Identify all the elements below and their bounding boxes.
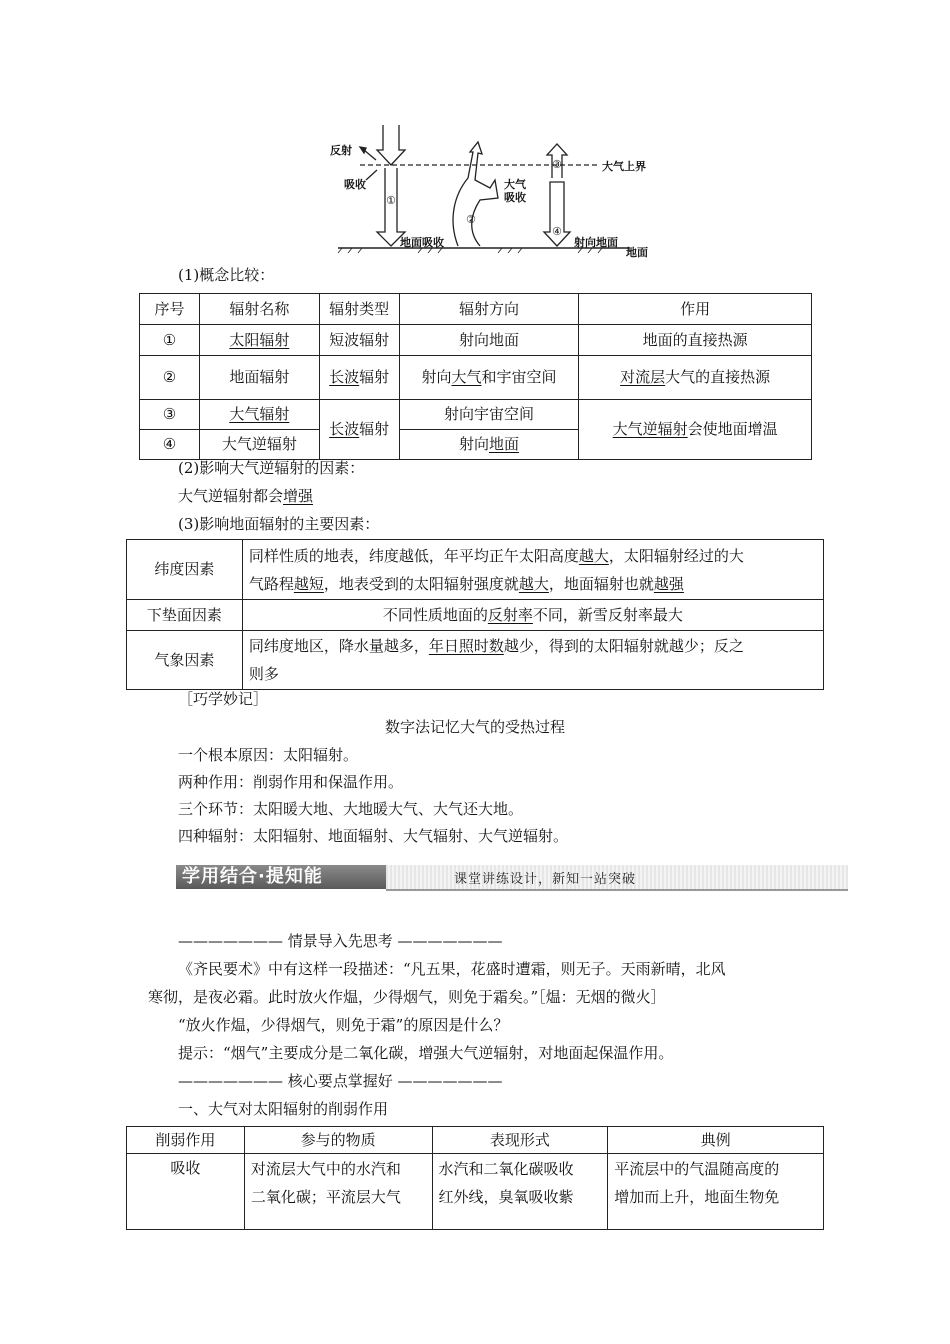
header-cell: 辐射名称 bbox=[199, 294, 319, 325]
table-cell: 地面辐射 bbox=[199, 356, 319, 400]
label-atmos-top: 大气上界 bbox=[602, 160, 646, 173]
underlined-answer: 地面 bbox=[488, 435, 519, 453]
table-cell: 水汽和二氧化碳吸收 红外线，臭氧吸收紫 bbox=[432, 1154, 608, 1230]
banner-title: 学用结合·提知能 bbox=[176, 865, 386, 889]
ground-radiation-factors-table bbox=[126, 539, 824, 690]
reflect-arrow bbox=[364, 150, 376, 160]
table-cell: 短波辐射 bbox=[319, 325, 399, 356]
label-n2: ② bbox=[466, 213, 476, 226]
section-1-heading: (1)概念比较： bbox=[178, 266, 275, 284]
scene-hint: 提示：“烟气”主要成分是二氧化碳，增强大气逆辐射，对地面起保温作用。 bbox=[178, 1044, 674, 1062]
banner-subtitle: 课堂讲练设计，新知一站突破 bbox=[454, 872, 637, 887]
label-absorb: 吸收 bbox=[344, 178, 366, 191]
cell-text: 辐射 bbox=[359, 368, 390, 386]
header-cell: 表现形式 bbox=[432, 1127, 608, 1154]
table-cell: 平流层中的气温随高度的 增加而上升，地面生物免 bbox=[608, 1154, 824, 1230]
table-cell: 对流层大气中的水汽和 二氧化碳；平流层大气 bbox=[244, 1154, 432, 1230]
table-cell bbox=[199, 325, 319, 356]
label-atmos-absorb-1: 大气 bbox=[504, 178, 526, 191]
header-cell: 辐射类型 bbox=[319, 294, 399, 325]
table-row bbox=[140, 325, 812, 356]
tip-line: 一个根本原因：太阳辐射。 bbox=[178, 746, 359, 764]
label-ground: 地面 bbox=[626, 246, 648, 259]
cell-text: 射向 bbox=[458, 435, 489, 453]
table-cell: ④ bbox=[140, 430, 200, 460]
atmosphere-heating-diagram bbox=[330, 120, 660, 260]
table-cell: ③ bbox=[140, 400, 200, 430]
table-row bbox=[127, 631, 824, 690]
section-2-heading: (2)影响大气逆辐射的因素： bbox=[178, 459, 365, 477]
table-row bbox=[127, 540, 824, 600]
tip-line: 三个环节：太阳暖大地、大地暖大气、大气还大地。 bbox=[178, 800, 524, 818]
table-cell bbox=[579, 400, 812, 460]
table-cell bbox=[319, 356, 399, 400]
table-cell: 射向宇宙空间 bbox=[399, 400, 579, 430]
section-3-heading: (3)影响地面辐射的主要因素： bbox=[178, 515, 380, 533]
table-cell: 射向地面 bbox=[399, 325, 579, 356]
header-cell: 参与的物质 bbox=[244, 1127, 432, 1154]
radiation-comparison-table bbox=[139, 293, 812, 460]
header-cell: 典例 bbox=[608, 1127, 824, 1154]
solar-incoming-arrow bbox=[377, 125, 405, 165]
label-n3: ③ bbox=[552, 158, 562, 171]
solar-radiation-arrow bbox=[377, 168, 405, 246]
underlined-answer: 长波 bbox=[329, 420, 360, 438]
underlined-answer: 对流层 bbox=[620, 368, 666, 386]
table-row bbox=[140, 356, 812, 400]
cell-text: 大气的直接热源 bbox=[665, 368, 771, 386]
weakening-effect-table bbox=[126, 1126, 824, 1230]
table-cell: 大气逆辐射 bbox=[199, 430, 319, 460]
tip-line: 两种作用：削弱作用和保温作用。 bbox=[178, 773, 404, 791]
answer-text: 大气逆辐射都会 bbox=[178, 487, 284, 505]
factor-description: 同样性质的地表，纬度越低，年平均正午太阳高度越大，太阳辐射经过的大 气路程越短，地表受到的太阳辐射强度就越大，地面辐射也就越强 bbox=[242, 540, 823, 600]
label-reflect: 反射 bbox=[330, 144, 352, 157]
ground-radiation-arrow bbox=[453, 142, 498, 246]
section-banner bbox=[176, 863, 848, 889]
label-atmos-absorb-2: 吸收 bbox=[504, 191, 526, 204]
underlined-answer: 太阳辐射 bbox=[229, 330, 290, 349]
header-cell: 削弱作用 bbox=[127, 1127, 245, 1154]
factor-label: 纬度因素 bbox=[127, 540, 243, 600]
table-cell bbox=[399, 430, 579, 460]
factor-description: 同纬度地区，降水量越多，年日照时数越少，得到的太阳辐射就越少；反之 则多 bbox=[242, 631, 823, 690]
cell-text: 会使地面增温 bbox=[687, 420, 778, 438]
table-row bbox=[127, 600, 824, 631]
absorb-arrow bbox=[366, 170, 377, 180]
table-cell: ① bbox=[140, 325, 200, 356]
tip-title: 数字法记忆大气的受热过程 bbox=[384, 718, 565, 736]
table-cell bbox=[399, 356, 579, 400]
factor-label: 气象因素 bbox=[127, 631, 243, 690]
table-header-row bbox=[140, 294, 812, 325]
tip-bracket: ［巧学妙记］ bbox=[178, 690, 269, 708]
scene-paragraph: 寒彻，是夜必霜。此时放火作煴，少得烟气，则免于霜矣。”［煴：无烟的微火］ bbox=[148, 988, 666, 1006]
header-cell: 辐射方向 bbox=[399, 294, 579, 325]
table-cell: 吸收 bbox=[127, 1154, 245, 1230]
cell-text: 射向 bbox=[421, 368, 452, 386]
underlined-answer: 长波 bbox=[329, 368, 360, 386]
table-cell bbox=[579, 356, 812, 400]
label-n4: ④ bbox=[552, 225, 562, 238]
table-cell: ② bbox=[140, 356, 200, 400]
table-cell: 地面的直接热源 bbox=[579, 325, 812, 356]
label-ground-absorb: 地面吸收 bbox=[400, 236, 444, 249]
tip-line: 四种辐射：太阳辐射、地面辐射、大气辐射、大气逆辐射。 bbox=[178, 827, 569, 845]
underlined-answer: 大气逆辐射 bbox=[612, 420, 688, 438]
label-n1: ① bbox=[386, 194, 396, 207]
scene-divider: ——————— 情景导入先思考 ——————— bbox=[178, 932, 503, 950]
core-divider: ——————— 核心要点掌握好 ——————— bbox=[178, 1072, 503, 1090]
core-heading: 一、大气对太阳辐射的削弱作用 bbox=[178, 1100, 389, 1118]
cell-text: 和宇宙空间 bbox=[481, 368, 557, 386]
factor-label: 下垫面因素 bbox=[127, 600, 243, 631]
underlined-answer: 大气辐射 bbox=[229, 405, 290, 423]
scene-question: “放火作煴，少得烟气，则免于霜”的原因是什么？ bbox=[178, 1016, 509, 1034]
factor-description: 不同性质地面的反射率不同，新雪反射率最大 bbox=[242, 600, 823, 631]
table-header-row bbox=[127, 1127, 824, 1154]
table-row bbox=[127, 1154, 824, 1230]
table-row bbox=[140, 400, 812, 430]
scene-paragraph: 《齐民要术》中有这样一段描述：“凡五果，花盛时遭霜，则无子。天雨新晴，北风 bbox=[178, 960, 726, 978]
underlined-answer: 增强 bbox=[283, 487, 314, 505]
underlined-answer: 大气 bbox=[451, 368, 482, 386]
label-to-ground: 射向地面 bbox=[574, 236, 618, 249]
section-2-answer bbox=[178, 485, 313, 507]
cell-text: 辐射 bbox=[359, 420, 390, 438]
table-cell bbox=[199, 400, 319, 430]
header-cell: 作用 bbox=[579, 294, 812, 325]
table-cell bbox=[319, 400, 399, 460]
header-cell: 序号 bbox=[140, 294, 200, 325]
